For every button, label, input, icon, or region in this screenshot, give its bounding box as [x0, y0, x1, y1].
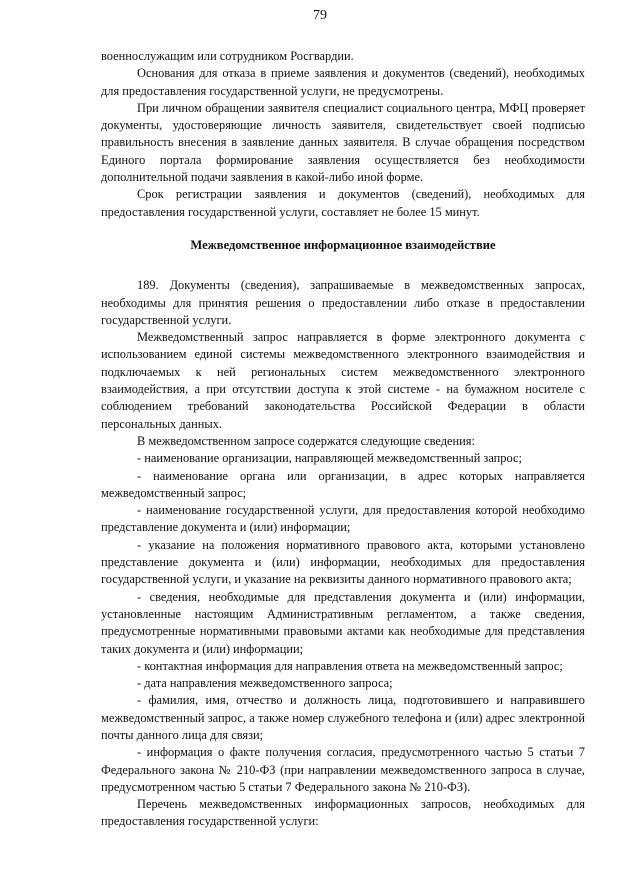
paragraph-request-form: Межведомственный запрос направляется в форме электронного документа с использованием единой системы межведомственного электронного взаимодействия и подключаемых к ней региональных систем межведомственного электронного взаимодействия, а при отсутствии доступа к этой системе - на бумажном носителе с соблюдением требований законодательства Российской Федерации в области персональных данных. — [101, 330, 585, 431]
list-item: - указание на положения нормативного правового акта, которыми установлено представление документа и (или) информации, необходимых для предоставления государственной услуги, и указание на реквизиты данного нормативного правового акта; — [101, 537, 585, 587]
list-item: - фамилия, имя, отчество и должность лица, подготовившего и направившего межведомственный запрос, а также номер служебного телефона и (или) адрес электронной почты данного лица для связи; — [101, 693, 585, 742]
list-item: - сведения, необходимые для представления документа и (или) информации, установленные настоящим Административным регламентом, а также сведения, предусмотренные нормативными правовыми актами как необходимые для представления таких документа и (или) информации; — [101, 589, 585, 656]
list-item: - дата направления межведомственного запроса; — [137, 676, 393, 691]
paragraph-request-contents-intro: В межведомственном запросе содержатся следующие сведения: — [137, 433, 475, 448]
list-item: - наименование государственной услуги, для предоставления которой необходимо представление документа и (или) информации; — [101, 503, 585, 535]
list-item: - информация о факте получения согласия, предусмотренного частью 5 статьи 7 Федерального закона № 210-ФЗ (при направлении межведомственного запроса в случае, предусмотренном частью 5 статьи 7 Федерального закона № 210-ФЗ). — [101, 745, 585, 794]
list-item: - контактная информация для направления ответа на межведомственный запрос; — [137, 658, 563, 673]
paragraph-continuation: военнослужащим или сотрудником Росгвардии. — [101, 49, 354, 63]
list-item: - наименование органа или организации, в адрес которых направляется межведомственный запрос; — [101, 468, 585, 500]
section-heading: Межведомственное информационное взаимодействие — [190, 237, 496, 252]
page-number: 79 — [313, 8, 327, 23]
paragraph-189: 189. Документы (сведения), запрашиваемые в межведомственных запросах, необходимы для принятия решения о предоставлении либо отказе в предоставлении государственной услуги. — [101, 278, 585, 327]
list-item: - наименование организации, направляющей межведомственный запрос; — [137, 451, 522, 466]
paragraph-registration-term: Срок регистрации заявления и документов (сведений), необходимых для предоставления государственной услуги, составляет не более 15 минут. — [101, 187, 585, 219]
paragraph-refusal-grounds: Основания для отказа в приеме заявления и документов (сведений), необходимых для предоставления государственной услуги, не предусмотрены. — [101, 66, 585, 98]
paragraph-request-list-intro: Перечень межведомственных информационных запросов, необходимых для предоставления государственной услуги: — [101, 797, 585, 829]
paragraph-personal-appeal: При личном обращении заявителя специалист социального центра, МФЦ проверяет документы, удостоверяющие личность заявителя, свидетельствует своей подписью правильность внесения в заявление данных заявителя. В случае обращения посредством Единого портала формирование заявления осуществляется без необходимости дополнительной подачи заявления в какой-либо иной форме. — [101, 100, 585, 185]
document-body — [101, 48, 585, 831]
